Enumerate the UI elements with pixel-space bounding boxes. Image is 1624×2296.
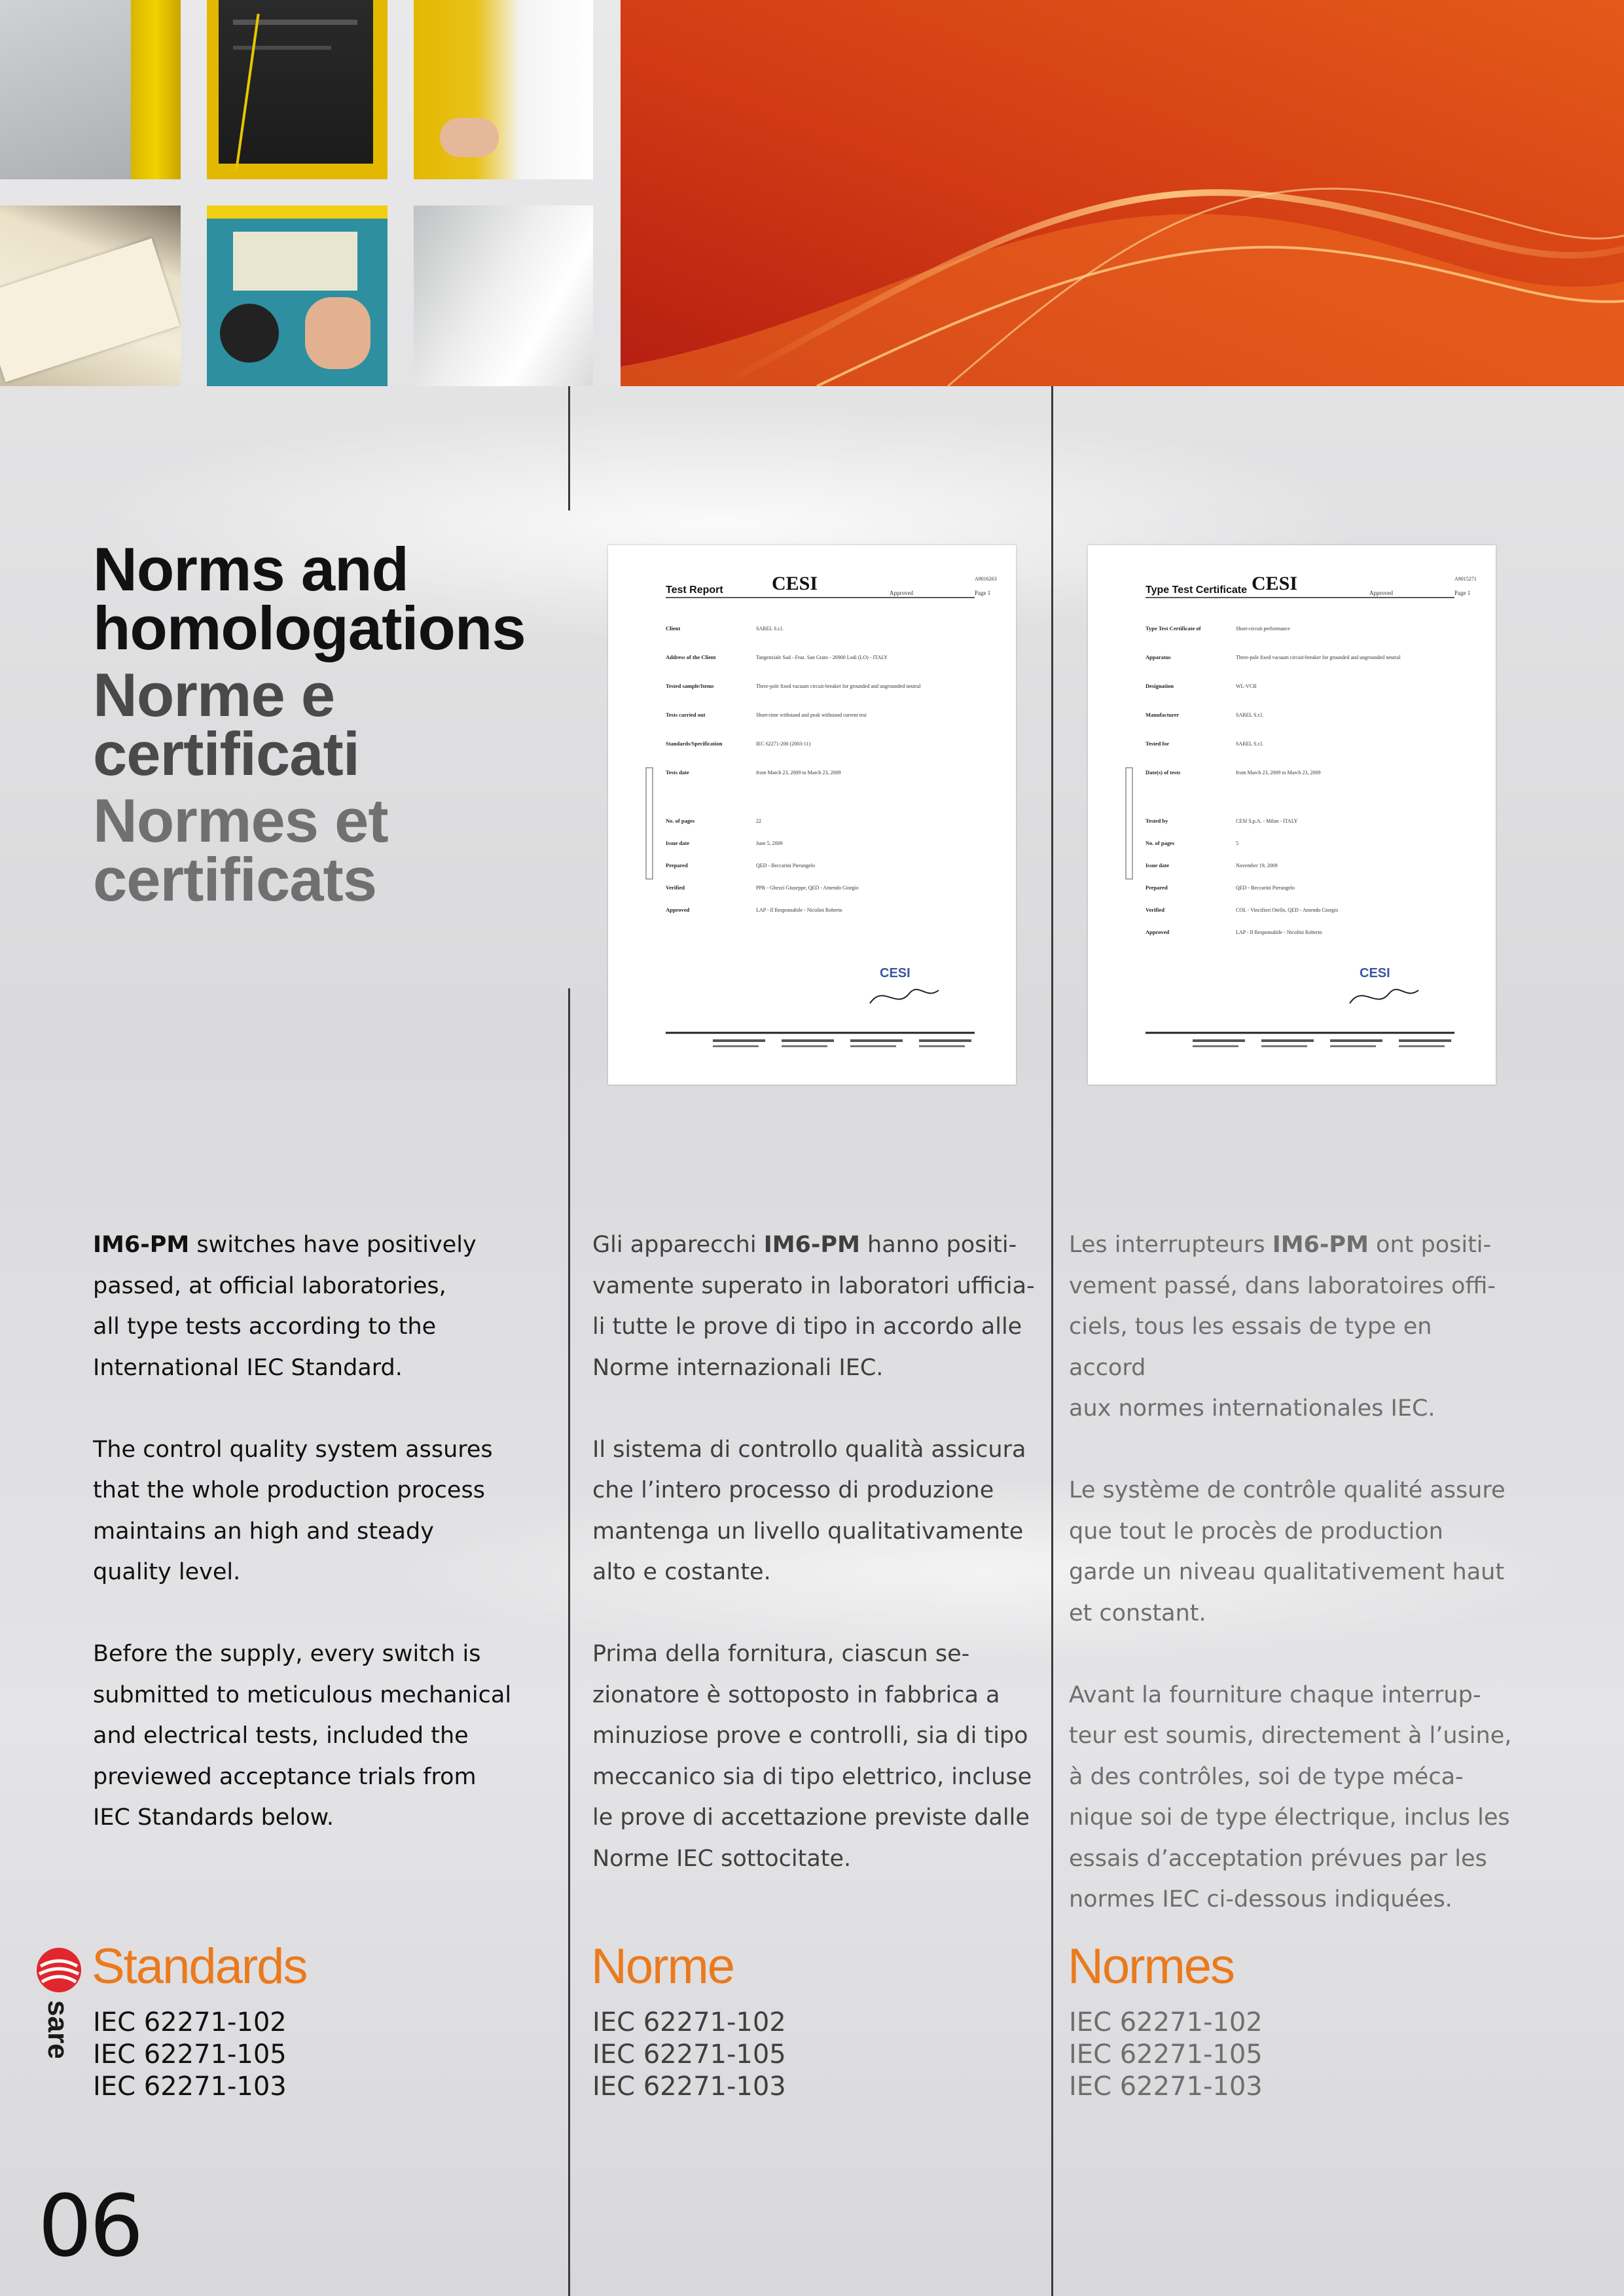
cert-title: Type Test Certificate <box>1146 584 1248 596</box>
cert-ref: A9015271 <box>1454 576 1477 582</box>
cert-field-label: Issue date <box>666 840 690 846</box>
text-line: Prima della fornitura, ciascun se- <box>592 1641 970 1667</box>
text-line: submitted to meticulous mechanical <box>93 1681 512 1708</box>
text-line: Before the supply, every switch is <box>93 1641 481 1667</box>
text-line: ont positi- <box>1368 1232 1492 1258</box>
page-number: 06 <box>38 2176 141 2276</box>
text-line: nique soi de type électrique, inclus les <box>1069 1804 1510 1831</box>
cert-footer-text <box>782 1045 827 1047</box>
text-line: che l’intero processo di produzione <box>592 1477 994 1503</box>
cert-footer-text <box>850 1045 896 1047</box>
cert-stamp-org: CESI <box>1360 966 1390 980</box>
standard-item: IEC 62271-102 <box>1069 2007 1263 2037</box>
text-line: normes IEC ci-dessous indiquées. <box>1069 1886 1453 1912</box>
cert-field-label: No. of pages <box>666 817 695 824</box>
cert-field-label: Approved <box>666 906 690 913</box>
cert-title: Test Report <box>666 584 723 596</box>
cert-signature <box>1350 990 1418 1003</box>
certificate-document <box>1088 545 1496 1085</box>
text-line: Gli apparecchi <box>592 1232 764 1258</box>
cert-footer-text <box>919 1045 965 1047</box>
text-line: zionatore è sottoposto in fabbrica a <box>592 1681 1000 1708</box>
text-line: previewed acceptance trials from <box>93 1763 477 1790</box>
text-line: que tout le procès de production <box>1069 1518 1443 1545</box>
cert-org: CESI <box>772 573 818 594</box>
lab-coat-photo <box>414 0 593 179</box>
standards-heading-it: Norme <box>591 1939 734 1994</box>
cert-org: CESI <box>1252 573 1298 594</box>
cert-field-label: Issue date <box>1146 862 1170 869</box>
text-line: quality level. <box>93 1559 241 1585</box>
cert-field-value: WL-VCB <box>1236 683 1257 689</box>
text-line: Il sistema di controllo qualità assicura <box>592 1436 1026 1463</box>
cert-footer-text <box>1330 1045 1376 1047</box>
cert-footer-text <box>1399 1039 1451 1042</box>
standard-item: IEC 62271-103 <box>1069 2072 1263 2102</box>
text-line: and electrical tests, included the <box>93 1723 469 1749</box>
text-line: Norme IEC sottocitate. <box>592 1845 852 1872</box>
text-line: passed, at official laboratories, <box>93 1272 446 1299</box>
cert-status: Approved <box>890 590 913 596</box>
cert-field-value: Short-time withstand and peak withstand current test <box>756 712 867 718</box>
heading-en-line-2: homologations <box>93 594 526 662</box>
paragraph-fr-3 <box>1069 1675 1514 1920</box>
cert-footer-text <box>919 1039 971 1042</box>
heading-en-line-1: Norms and <box>93 535 408 603</box>
standards-heading-en: Standards <box>92 1939 307 1994</box>
standards-list-fr <box>1069 2007 1263 2103</box>
text-line: vamente superato in laboratori ufficia- <box>592 1272 1035 1299</box>
standard-item: IEC 62271-105 <box>592 2039 786 2070</box>
cert-field-label: Date(s) of tests <box>1146 769 1181 776</box>
cert-field-value: SAREL S.r.l. <box>1236 712 1263 718</box>
cert-field-label: Client <box>666 625 681 632</box>
text-line: that the whole production process <box>93 1477 485 1503</box>
standard-item: IEC 62271-102 <box>592 2007 786 2037</box>
cert-field-value: PPR - Ghezzi Giuseppe, QED - Amendo Giorgio <box>756 885 859 891</box>
cert-field-value: 5 <box>1236 840 1238 846</box>
cert-field-label: Prepared <box>1146 884 1168 891</box>
cert-field-label: Manufacturer <box>1146 711 1180 718</box>
cert-footer-text <box>1193 1045 1238 1047</box>
cert-field-value: SAREL S.r.l. <box>756 626 784 632</box>
paragraph-fr-2 <box>1069 1470 1514 1634</box>
text-line: Le système de contrôle qualité assure <box>1069 1477 1506 1503</box>
text-line: et constant. <box>1069 1600 1206 1626</box>
cert-footer-text <box>713 1039 765 1042</box>
text-line: Les interrupteurs <box>1069 1232 1272 1258</box>
cert-field-value: QED - Beccarini Pierangelo <box>1236 885 1295 891</box>
text-line: all type tests according to the <box>93 1314 437 1340</box>
product-name: IM6-PM <box>763 1232 860 1258</box>
logo-wordmark: sarel <box>42 2000 74 2058</box>
cert-field-value: QED - Beccarini Pierangelo <box>756 863 815 869</box>
paragraph-it-2 <box>592 1429 1038 1593</box>
standards-list-en <box>93 2007 287 2103</box>
cert-status: Approved <box>1369 590 1393 596</box>
cert-field-label: Verified <box>666 884 685 891</box>
text-line: li tutte le prove di tipo in accordo alle <box>592 1314 1022 1340</box>
text-line: teur est soumis, directement à l’usine, <box>1069 1723 1512 1749</box>
cert-field-label: No. of pages <box>1146 840 1175 846</box>
text-line: Norme internazionali IEC. <box>592 1354 884 1381</box>
text-line: IEC Standards below. <box>93 1804 334 1831</box>
cert-footer-text <box>1330 1039 1382 1042</box>
cert-footer-text <box>713 1045 759 1047</box>
cert-field-value: from March 23, 2009 to March 23, 2009 <box>1236 770 1321 776</box>
certificate-document <box>608 545 1016 1085</box>
text-line: hanno positi- <box>859 1232 1017 1258</box>
column-divider-2 <box>1051 386 1053 2296</box>
cert-field-label: Address of the Client <box>666 654 716 660</box>
scientist-photo <box>414 206 593 386</box>
text-line: Avant la fourniture chaque interrup- <box>1069 1681 1481 1708</box>
cert-field-value: June 5, 2009 <box>756 840 783 846</box>
text-line: essais d’acceptation prévues par les <box>1069 1845 1487 1872</box>
cert-field-label: Tests carried out <box>666 711 706 718</box>
standard-item: IEC 62271-103 <box>93 2072 287 2102</box>
cert-footer-text <box>1399 1045 1445 1047</box>
sarel-logo <box>35 1946 82 2058</box>
text-line: mantenga un livello qualitativamente <box>592 1518 1024 1545</box>
cert-field-label: Tested by <box>1146 817 1168 824</box>
cert-field-value: Short-circuit performance <box>1236 626 1290 632</box>
cert-field-label: Tested for <box>1146 740 1170 747</box>
column-divider-1 <box>568 386 570 511</box>
text-line: vement passé, dans laboratoires offi- <box>1069 1272 1496 1299</box>
paragraph-it-3 <box>592 1634 1038 1879</box>
standards-list-it <box>592 2007 786 2103</box>
heading-fr <box>93 786 590 914</box>
text-line: International IEC Standard. <box>93 1354 403 1381</box>
cert-stamp <box>1126 768 1132 879</box>
text-line: le prove di accettazione previste dalle <box>592 1804 1030 1831</box>
cert-field-value: COL - Vincifiori Otello, QED - Amendo Giorgio <box>1236 907 1339 913</box>
cert-field-value: CESI S.p.A. - Milan - ITALY <box>1236 818 1298 824</box>
text-line: aux normes internationales IEC. <box>1069 1395 1435 1422</box>
test-set-photo <box>207 206 388 386</box>
body-text-en <box>93 1225 538 1879</box>
cert-field-value: Three-pole fixed vacuum circuit-breaker for grounded and ungrounded neutral <box>1236 655 1401 660</box>
cert-footer-text <box>782 1039 834 1042</box>
test-report-certificate <box>608 545 1016 1085</box>
standard-item: IEC 62271-103 <box>592 2072 786 2102</box>
analyzer-photo <box>0 0 181 179</box>
paragraph-en-2 <box>93 1429 538 1593</box>
standard-item: IEC 62271-105 <box>1069 2039 1263 2070</box>
text-line: ciels, tous les essais de type en accord <box>1069 1314 1432 1381</box>
cert-field-label: Prepared <box>666 862 688 869</box>
body-text-fr <box>1069 1225 1514 1961</box>
cert-footer-text <box>1193 1039 1245 1042</box>
book-photo <box>0 206 181 386</box>
paragraph-fr-1 <box>1069 1225 1514 1429</box>
text-line: meccanico sia di tipo elettrico, incluse <box>592 1763 1032 1790</box>
cert-field-label: Tests date <box>666 769 689 776</box>
standard-item: IEC 62271-105 <box>93 2039 287 2070</box>
product-name: IM6-PM <box>93 1232 190 1258</box>
meter-photo <box>207 0 388 179</box>
column-divider-1-lower <box>568 988 570 2296</box>
paragraph-it-1 <box>592 1225 1038 1388</box>
cert-field-label: Tested sample/Items <box>666 683 714 689</box>
cert-field-value: SAREL S.r.l. <box>1236 741 1263 747</box>
heading-it-line-1: Norme e <box>93 660 335 729</box>
cert-field-value: LAP - Il Responsabile - Nicolini Roberto <box>756 907 842 913</box>
text-line: à des contrôles, soi de type méca- <box>1069 1763 1464 1790</box>
type-test-certificate <box>1088 545 1496 1085</box>
hero-wave-graphic <box>621 0 1624 386</box>
standards-heading-fr: Normes <box>1068 1939 1235 1994</box>
cert-field-value: Tangenziale Sud - Fraz. San Grato - 26900 Lodi (LO) - ITALY <box>756 655 888 660</box>
text-line: maintains an high and steady <box>93 1518 434 1545</box>
cert-footer-text <box>1261 1045 1307 1047</box>
product-name: IM6-PM <box>1272 1232 1369 1258</box>
cert-field-label: Verified <box>1146 906 1164 913</box>
heading-it <box>93 660 590 788</box>
text-line: switches have positively <box>189 1232 477 1258</box>
hero-banner <box>621 0 1624 386</box>
cert-field-label: Type Test Certificate of <box>1146 625 1201 632</box>
body-text-it <box>592 1225 1038 1920</box>
paragraph-en-3 <box>93 1634 538 1839</box>
cert-ref: A9016263 <box>975 576 997 582</box>
heading-fr-line-1: Normes et <box>93 786 388 855</box>
cert-field-value: November 19, 2009 <box>1236 863 1278 869</box>
cert-field-label: Designation <box>1146 683 1174 689</box>
heading-it-line-2: certificati <box>93 719 359 788</box>
text-line: garde un niveau qualitativement haut <box>1069 1559 1505 1585</box>
cert-field-label: Standards/Specification <box>666 740 723 747</box>
cert-field-value: IEC 62271-200 (2003-11) <box>756 741 811 747</box>
text-line: minuziose prove e controlli, sia di tipo <box>592 1723 1028 1749</box>
text-line: alto e costante. <box>592 1559 771 1585</box>
cert-field-label: Approved <box>1146 929 1170 935</box>
cert-footer-text <box>1261 1039 1314 1042</box>
cert-stamp <box>646 768 653 879</box>
standard-item: IEC 62271-102 <box>93 2007 287 2037</box>
section-heading <box>93 535 590 914</box>
cert-signature <box>870 990 939 1003</box>
heading-en <box>93 535 590 662</box>
cert-page: Page 1 <box>975 590 991 596</box>
cert-field-value: Three-pole fixed vacuum circuit-breaker for grounded and ungrounded neutral <box>756 683 921 689</box>
cert-field-value: 22 <box>756 818 761 824</box>
cert-field-value: LAP - Il Responsabile - Nicolini Roberto <box>1236 929 1322 935</box>
cert-field-value: from March 23, 2009 to March 23, 2009 <box>756 770 841 776</box>
cert-footer-text <box>850 1039 903 1042</box>
cert-page: Page 1 <box>1454 590 1471 596</box>
paragraph-en-1 <box>93 1225 538 1388</box>
cert-field-label: Apparatus <box>1146 654 1171 660</box>
cert-stamp-org: CESI <box>880 966 911 980</box>
text-line: The control quality system assures <box>93 1436 493 1463</box>
heading-fr-line-2: certificats <box>93 845 377 914</box>
